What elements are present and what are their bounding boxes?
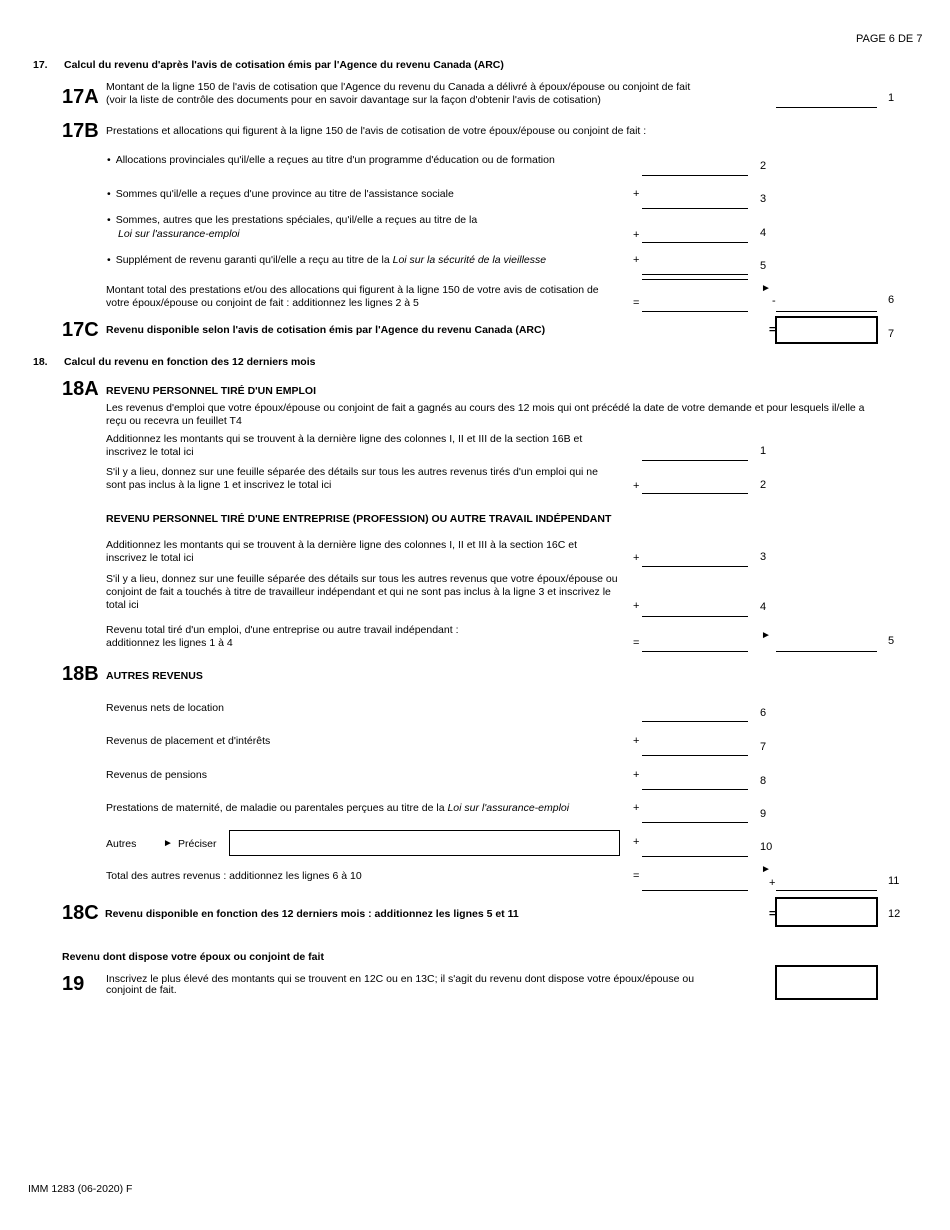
plus-sign: +	[633, 735, 640, 747]
section-17-title: Calcul du revenu d'après l'avis de cotisation émis par l'Agence du revenu Canada (ARC)	[64, 59, 504, 71]
code-18b: 18B	[62, 663, 99, 685]
17a-text-line1: Montant de la ligne 150 de l'avis de cotisation que l'Agence du revenu du Canada a délivré à époux/épouse ou conjoint de fait	[106, 81, 691, 93]
18b-line9-text: Prestations de maternité, de maladie ou parentales perçues au titre de la Loi sur l'assurance-emploi	[106, 802, 570, 814]
specify-input[interactable]	[229, 830, 620, 856]
18a-line1-field[interactable]	[642, 460, 748, 461]
line-number-10: 10	[760, 841, 773, 853]
18a-intro-line2: reçu ou recevra un feuillet T4	[106, 415, 242, 427]
equals-sign: =	[769, 908, 776, 920]
code-17c: 17C	[62, 319, 99, 341]
18a-line1-text-b: inscrivez le total ici	[106, 446, 194, 458]
line-number-3: 3	[760, 551, 767, 563]
18a-line5-text-a: Revenu total tiré d'un emploi, d'une entreprise ou autre travail indépendant :	[106, 624, 459, 636]
18a-line3-text-b: inscrivez le total ici	[106, 552, 194, 564]
arrow-right-icon: ►	[163, 838, 173, 849]
line-number-11: 11	[888, 875, 900, 887]
equals-sign: =	[633, 637, 640, 649]
code-19: 19	[62, 973, 85, 995]
17b-total-text-line2: votre époux/épouse ou conjoint de fait : additionnez les lignes 2 à 5	[106, 297, 419, 309]
17b-item-line4-law: Loi sur l'assurance-emploi	[118, 228, 240, 240]
arrow-right-icon: ►	[761, 864, 771, 875]
18a-line3-text-a: Additionnez les montants qui se trouvent à la dernière ligne des colonnes I, II et III à la section 16C et	[106, 539, 578, 551]
plus-sign: +	[633, 480, 640, 492]
plus-sign: +	[633, 229, 640, 241]
code-18a: 18A	[62, 378, 99, 400]
18b-line6-field[interactable]	[642, 721, 748, 722]
line-number-4: 4	[760, 601, 767, 613]
code-18c: 18C	[62, 902, 99, 924]
minus-sign: -	[772, 295, 776, 307]
18a-line4-field[interactable]	[642, 616, 748, 617]
19-text-line2: conjoint de fait.	[106, 984, 177, 996]
18a-line5-subtotal-field[interactable]	[642, 651, 748, 652]
18a-line5-text-b: additionnez les lignes 1 à 4	[106, 637, 233, 649]
plus-sign: +	[633, 552, 640, 564]
line-number-12: 12	[888, 908, 901, 920]
18a-intro-line1: Les revenus d'emploi que votre époux/épouse ou conjoint de fait a gagnés au cours des 12 mois qui ont précédé la date de votre demande et pour lesquels il/elle a	[106, 402, 865, 414]
section-19-heading: Revenu dont dispose votre époux ou conjoint de fait	[62, 951, 324, 963]
plus-sign: +	[633, 836, 640, 848]
17c-text: Revenu disponible selon l'avis de cotisation émis par l'Agence du revenu Canada (ARC)	[106, 324, 546, 336]
equals-sign: =	[769, 324, 776, 336]
18a-line3-field[interactable]	[642, 566, 748, 567]
17c-total-box[interactable]	[775, 316, 878, 344]
line-number-4: 4	[760, 227, 767, 239]
18a-line2-field[interactable]	[642, 493, 748, 494]
equals-sign: =	[633, 297, 640, 309]
18a-heading2: REVENU PERSONNEL TIRÉ D'UNE ENTREPRISE (PROFESSION) OU AUTRE TRAVAIL INDÉPENDANT	[106, 513, 612, 525]
18a-line4-text-c: total ici	[106, 599, 139, 611]
line-number-5: 5	[760, 260, 767, 272]
18b-line7-field[interactable]	[642, 755, 748, 756]
18b-line11-total-field[interactable]	[776, 890, 877, 891]
line-number-9: 9	[760, 808, 767, 820]
line-number-1: 1	[760, 445, 767, 457]
line-number-2: 2	[760, 479, 767, 491]
double-underline	[642, 279, 748, 280]
section-17-number: 17.	[33, 59, 48, 71]
17b-item-line4: • Sommes, autres que les prestations spéciales, qu'il/elle a reçues au titre de la	[107, 214, 477, 227]
code-17a: 17A	[62, 86, 99, 108]
code-17b: 17B	[62, 120, 99, 142]
18b-line11-text: Total des autres revenus : additionnez les lignes 6 à 10	[106, 870, 362, 882]
form-id: IMM 1283 (06-2020) F	[28, 1183, 133, 1195]
plus-sign: +	[769, 877, 776, 889]
line-number-6: 6	[888, 294, 895, 306]
18b-line9-field[interactable]	[642, 822, 748, 823]
17b-item-line5: • Supplément de revenu garanti qu'il/elle a reçu au titre de la Loi sur la sécurité de la vieillesse	[107, 254, 546, 267]
17b-line2-field[interactable]	[642, 175, 748, 176]
17b-line5-field[interactable]	[642, 274, 748, 275]
17b-item-line3: • Sommes qu'il/elle a reçues d'une province au titre de l'assistance sociale	[107, 188, 454, 201]
17b-line6-field[interactable]	[776, 311, 877, 312]
18b-line11-subtotal-field[interactable]	[642, 890, 748, 891]
plus-sign: +	[633, 802, 640, 814]
line-number-5: 5	[888, 635, 895, 647]
18b-line10-text: Autres	[106, 838, 137, 850]
18b-line10-field[interactable]	[642, 856, 748, 857]
specify-label: Préciser	[178, 838, 217, 850]
17b-total-text-line1: Montant total des prestations et/ou des allocations qui figurent à la ligne 150 de votre avis de cotisation de	[106, 284, 599, 296]
18a-line4-text-b: conjoint de fait a touchés à titre de travailleur indépendant et qui ne sont pas inclus à la ligne 3 et inscrivez le	[106, 586, 611, 598]
line-number-3: 3	[760, 193, 767, 205]
19-text-line1: Inscrivez le plus élevé des montants qui se trouvent en 12C ou en 13C; il s'agit du revenu dont dispose votre époux/épouse ou	[106, 973, 695, 985]
18a-line2-text-b: sont pas inclus à la ligne 1 et inscrivez le total ici	[106, 479, 332, 491]
18b-line7-text: Revenus de placement et d'intérêts	[106, 735, 271, 747]
18a-heading: REVENU PERSONNEL TIRÉ D'UN EMPLOI	[106, 385, 316, 397]
arrow-right-icon: ►	[761, 283, 771, 294]
18b-line8-text: Revenus de pensions	[106, 769, 207, 781]
line-number-7: 7	[888, 328, 895, 340]
18a-line5-total-field[interactable]	[776, 651, 877, 652]
17b-total-field[interactable]	[642, 311, 748, 312]
line-number-8: 8	[760, 775, 767, 787]
plus-sign: +	[633, 254, 640, 266]
plus-sign: +	[633, 188, 640, 200]
17a-line1-field[interactable]	[776, 107, 877, 108]
18a-line1-text-a: Additionnez les montants qui se trouvent à la dernière ligne des colonnes I, II et III de la section 16B et	[106, 433, 583, 445]
line-number-7: 7	[760, 741, 767, 753]
18a-line4-text-a: S'il y a lieu, donnez sur une feuille séparée des détails sur tous les autres revenus que votre époux/épouse ou	[106, 573, 618, 585]
page-number: PAGE 6 DE 7	[856, 33, 923, 45]
18b-line6-text: Revenus nets de location	[106, 702, 224, 714]
18c-total-box[interactable]	[775, 897, 878, 927]
section-18-title: Calcul du revenu en fonction des 12 derniers mois	[64, 356, 316, 368]
arrow-right-icon: ►	[761, 630, 771, 641]
line-number-2: 2	[760, 160, 767, 172]
section-18-number: 18.	[33, 356, 48, 368]
19-spouse-income-box[interactable]	[775, 965, 878, 1000]
17b-intro: Prestations et allocations qui figurent à la ligne 150 de l'avis de cotisation de votre époux/épouse ou conjoint de fait :	[106, 125, 647, 137]
17b-line4-field[interactable]	[642, 242, 748, 243]
18b-line8-field[interactable]	[642, 789, 748, 790]
equals-sign: =	[633, 870, 640, 882]
line-number-6: 6	[760, 707, 767, 719]
17a-text-line2: (voir la liste de contrôle des documents pour en savoir davantage sur la façon d'obtenir l'avis de cotisation)	[106, 94, 601, 106]
18c-text: Revenu disponible en fonction des 12 derniers mois : additionnez les lignes 5 et 11	[105, 908, 519, 920]
17b-line3-field[interactable]	[642, 208, 748, 209]
plus-sign: +	[633, 600, 640, 612]
17a-line-number: 1	[888, 92, 895, 104]
18a-line2-text-a: S'il y a lieu, donnez sur une feuille séparée des détails sur tous les autres revenus tirés d'un emploi qui ne	[106, 466, 598, 478]
17b-item-line2: • Allocations provinciales qu'il/elle a reçues au titre d'un programme d'éducation ou de formation	[107, 154, 555, 167]
18b-heading: AUTRES REVENUS	[106, 670, 203, 682]
plus-sign: +	[633, 769, 640, 781]
